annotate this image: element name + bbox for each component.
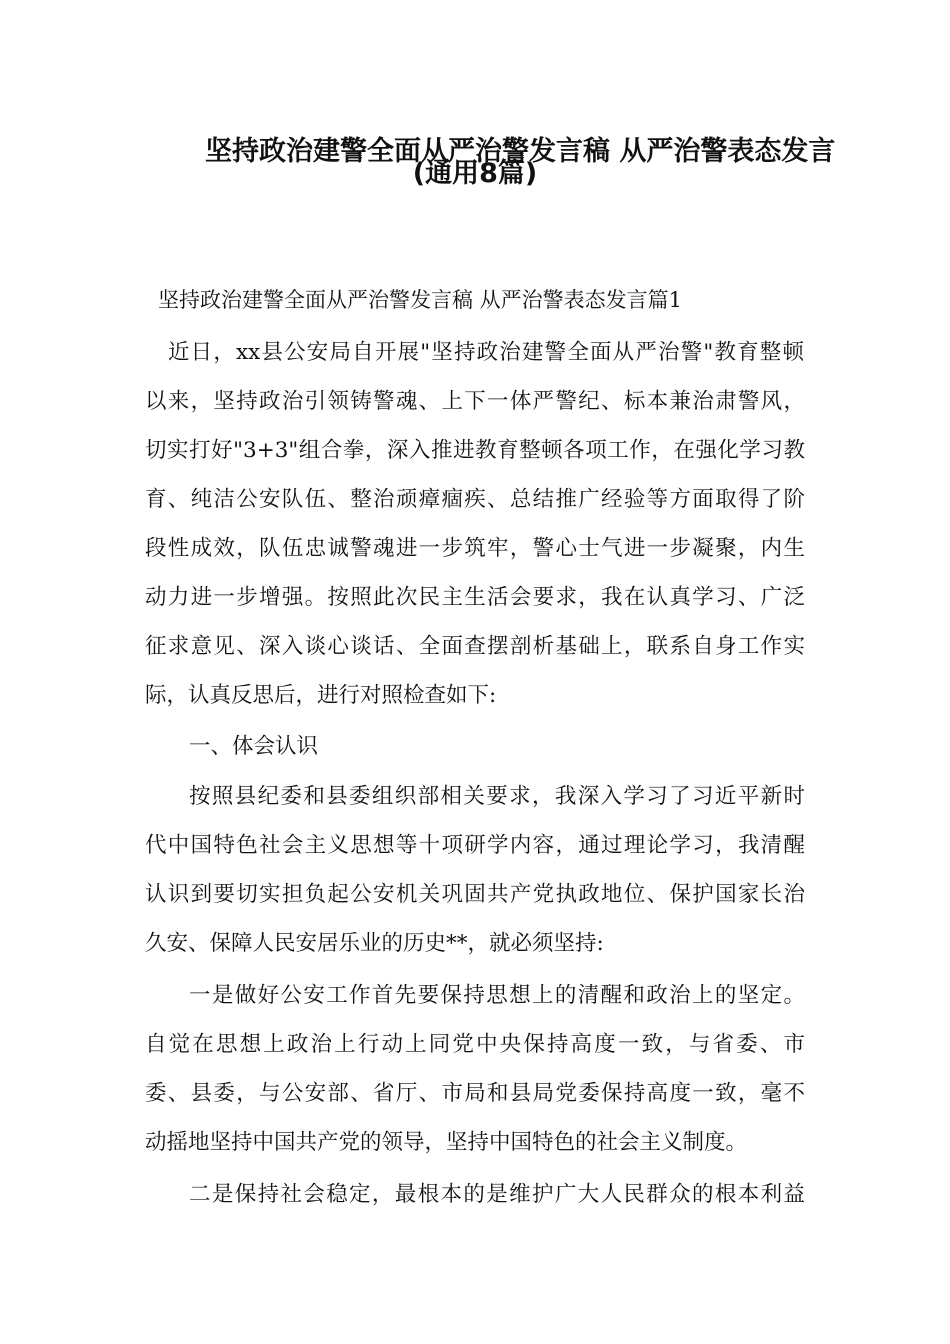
paragraph-line: 代中国特色社会主义思想等十项研学内容，通过理论学习，我清醒 <box>145 833 805 858</box>
section-heading: 一、体会认识 <box>189 734 319 759</box>
paragraph-line: 一是做好公安工作首先要保持思想上的清醒和政治上的坚定。 <box>189 983 805 1008</box>
paragraph-line: 按照县纪委和县委组织部相关要求，我深入学习了习近平新时 <box>189 784 805 809</box>
paragraph-line: 征求意见、深入谈心谈话、全面查摆剖析基础上，联系自身工作实 <box>145 634 805 659</box>
paragraph-line: 育、纯洁公安队伍、整治顽瘴痼疾、总结推广经验等方面取得了阶 <box>145 487 805 512</box>
paragraph-line: 认识到要切实担负起公安机关巩固共产党执政地位、保护国家长治 <box>145 882 805 907</box>
paragraph-line: 自觉在思想上政治上行动上同党中央保持高度一致，与省委、市 <box>145 1032 805 1057</box>
paragraph-line: 动摇地坚持中国共产党的领导，坚持中国特色的社会主义制度。 <box>145 1130 748 1155</box>
document-title-line2: (通用8篇) <box>412 158 538 189</box>
paragraph-line: 近日，xx县公安局自开展"坚持政治建警全面从严治警"教育整顿 <box>168 340 804 365</box>
paragraph-line: 委、县委，与公安部、省厅、市局和县局党委保持高度一致，毫不 <box>145 1081 805 1106</box>
paragraph-line: 切实打好"3+3"组合拳，深入推进教育整顿各项工作，在强化学习教 <box>145 438 805 463</box>
paragraph-line: 际，认真反思后，进行对照检查如下: <box>145 683 497 708</box>
paragraph-line: 久安、保障人民安居乐业的历史**，就必须坚持: <box>145 931 604 956</box>
document-title-line1: 坚持政治建警全面从严治警发言稿 从严治警表态发言 <box>205 136 836 167</box>
paragraph-line: 二是保持社会稳定，最根本的是维护广大人民群众的根本利益 <box>189 1182 805 1207</box>
paragraph-line: 以来，坚持政治引领铸警魂、上下一体严警纪、标本兼治肃警风， <box>145 389 805 414</box>
paragraph-line: 段性成效，队伍忠诚警魂进一步筑牢，警心士气进一步凝聚，内生 <box>145 536 805 561</box>
paragraph-line: 动力进一步增强。按照此次民主生活会要求，我在认真学习、广泛 <box>145 585 805 610</box>
section-subheading: 坚持政治建警全面从严治警发言稿 从严治警表态发言篇1 <box>158 288 683 312</box>
